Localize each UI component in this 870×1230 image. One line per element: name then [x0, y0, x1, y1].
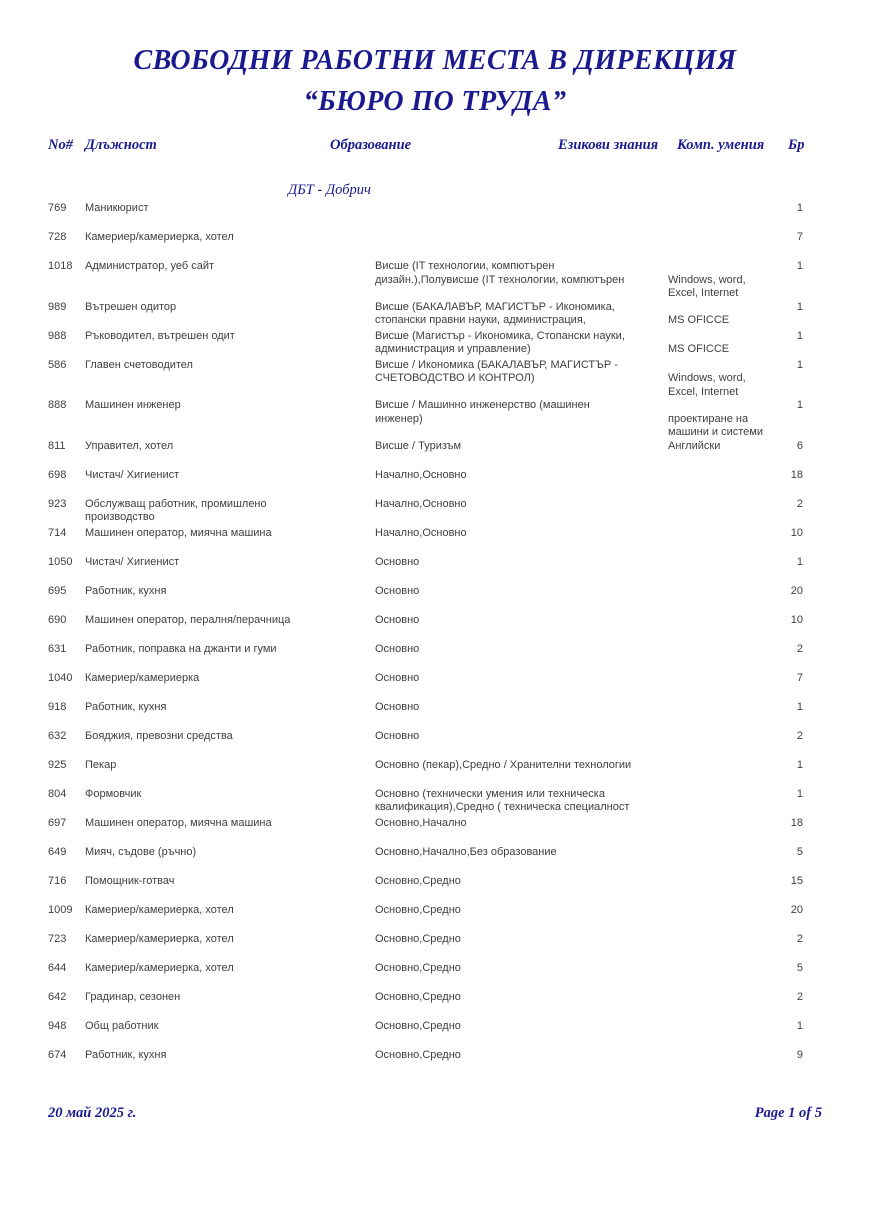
education-cell: [375, 991, 668, 1005]
table-row: [0, 904, 870, 933]
vacancy-count: 1: [796, 758, 803, 771]
vacancy-count: 18: [790, 816, 803, 829]
education-line: Основно: [375, 671, 420, 684]
row-number: 988: [48, 329, 67, 342]
computer-skill-line: Excel, Internet: [668, 385, 739, 398]
education-cell: [375, 875, 668, 889]
count-cell: [770, 469, 803, 483]
education-cell: [375, 1020, 668, 1034]
count-cell: [770, 330, 803, 344]
page-footer: [0, 1105, 870, 1122]
position-line: Камериер/камериерка: [85, 671, 200, 684]
row-number: 728: [48, 231, 67, 243]
skills-cell: [668, 399, 770, 440]
count-cell: [770, 846, 803, 860]
vacancy-count: 2: [796, 642, 803, 655]
education-cell: [375, 1049, 668, 1063]
count-cell: [770, 399, 803, 413]
education-line: Основно: [375, 555, 420, 568]
vacancy-count: 2: [796, 729, 803, 742]
position-line: Обслужващ работник, промишлено: [85, 497, 267, 510]
row-number: 714: [48, 526, 67, 539]
education-line: Висше / Икономика (БАКАЛАВЪР, МАГИСТЪР -: [375, 358, 618, 371]
row-number-cell: [48, 202, 85, 216]
row-number: 674: [48, 1048, 67, 1061]
vacancy-count: 10: [790, 613, 803, 626]
count-cell: [770, 759, 803, 773]
vacancy-count: 1: [796, 329, 803, 342]
education-cell: [375, 672, 668, 686]
row-number: 888: [48, 399, 67, 411]
computer-skill-line: Excel, Internet: [668, 287, 739, 299]
vacancy-count: 1: [796, 787, 803, 800]
count-cell: [770, 202, 803, 216]
education-line: Висше (БАКАЛАВЪР, МАГИСТЪР - Икономика,: [375, 300, 615, 313]
document-title: [0, 40, 870, 122]
computer-skill-line: машини и системи: [668, 426, 764, 438]
education-line: Основно,Средно: [375, 903, 461, 916]
education-line: Основно,Начално,Без образование: [375, 845, 557, 858]
education-line: Основно: [375, 584, 420, 597]
table-row: [0, 399, 870, 440]
education-cell: [375, 330, 668, 357]
education-line: Висше (IT технологии, компютърен: [375, 260, 555, 272]
row-number-cell: [48, 904, 85, 918]
vacancy-rows: [0, 202, 870, 1078]
row-number-cell: [48, 788, 85, 802]
education-cell: [375, 817, 668, 831]
row-number: 811: [48, 439, 66, 452]
position-line: Ръководител, вътрешен одит: [85, 329, 235, 342]
education-line: администрация и управление): [375, 343, 531, 355]
row-number: 649: [48, 845, 67, 858]
table-row: [0, 962, 870, 991]
table-row: [0, 991, 870, 1020]
position-cell: [85, 301, 375, 315]
education-line: Основно,Средно: [375, 1048, 461, 1061]
count-cell: [770, 643, 803, 657]
education-cell: [375, 469, 668, 483]
position-line: Бояджия, превозни средства: [85, 729, 233, 742]
table-row: [0, 1049, 870, 1078]
education-line: Основно,Средно: [375, 990, 461, 1003]
table-row: [0, 1020, 870, 1049]
row-number: 586: [48, 358, 67, 371]
vacancy-count: 18: [790, 468, 803, 481]
row-number-cell: [48, 875, 85, 889]
education-cell: [375, 440, 668, 454]
count-cell: [770, 260, 803, 274]
education-cell: [375, 614, 668, 628]
education-line: инженер): [375, 412, 423, 425]
count-cell: [770, 1049, 803, 1063]
row-number-cell: [48, 1049, 85, 1063]
row-number: 698: [48, 468, 67, 481]
position-cell: [85, 962, 375, 976]
row-number-cell: [48, 1020, 85, 1034]
vacancy-count: 2: [796, 497, 803, 510]
education-cell: [375, 301, 668, 328]
row-number-cell: [48, 301, 85, 315]
row-number-cell: [48, 846, 85, 860]
position-line: Работник, кухня: [85, 700, 167, 713]
education-line: Начално,Основно: [375, 497, 467, 510]
count-cell: [770, 498, 803, 512]
column-header-count: Бр: [788, 137, 805, 153]
skills-cell: [668, 440, 770, 454]
count-cell: [770, 614, 803, 628]
title-line-2: “БЮРО ПО ТРУДА”: [303, 86, 567, 117]
computer-skill-line: MS OFICCE: [668, 314, 730, 326]
education-line: Основно,Средно: [375, 1019, 461, 1032]
vacancy-count: 7: [796, 671, 803, 684]
column-header-position: Длъжност: [85, 137, 157, 153]
position-cell: [85, 330, 375, 344]
position-line: Формовчик: [85, 787, 142, 800]
language-skill-line: Английски: [668, 439, 721, 452]
footer-date: 20 май 2025 г.: [48, 1105, 137, 1121]
position-line: Машинен инженер: [85, 399, 181, 411]
row-number-cell: [48, 643, 85, 657]
position-cell: [85, 556, 375, 570]
position-line: Вътрешен одитор: [85, 300, 177, 313]
table-row: [0, 202, 870, 231]
education-line: Основно (технически умения или техническа: [375, 787, 605, 800]
education-cell: [375, 759, 668, 773]
row-number-cell: [48, 440, 85, 454]
education-cell: [375, 643, 668, 657]
table-row: [0, 817, 870, 846]
row-number: 631: [48, 642, 67, 655]
position-cell: [85, 1020, 375, 1034]
row-number-cell: [48, 469, 85, 483]
table-row: [0, 301, 870, 330]
vacancy-count: 1: [796, 555, 803, 568]
skills-cell: [668, 260, 770, 301]
position-line: Пекар: [85, 758, 117, 771]
position-line: Чистач/ Хигиенист: [85, 468, 180, 481]
education-cell: [375, 498, 668, 512]
position-cell: [85, 672, 375, 686]
column-header-languages: Езикови знания: [558, 137, 659, 153]
table-row: [0, 585, 870, 614]
table-header-row: [0, 137, 870, 157]
computer-skill-line: проектиране на: [668, 412, 749, 425]
vacancy-count: 5: [796, 845, 803, 858]
title-line-1: СВОБОДНИ РАБОТНИ МЕСТА В ДИРЕКЦИЯ: [133, 45, 737, 76]
position-line: Главен счетоводител: [85, 358, 193, 371]
position-line: Чистач/ Хигиенист: [85, 555, 180, 568]
count-cell: [770, 1020, 803, 1034]
table-row: [0, 498, 870, 527]
row-number: 697: [48, 816, 67, 829]
row-number: 769: [48, 202, 67, 214]
table-row: [0, 330, 870, 359]
vacancy-count: 1: [796, 1019, 803, 1032]
row-number-cell: [48, 817, 85, 831]
section-title: ДБТ - Добрич: [288, 182, 371, 198]
row-number-cell: [48, 614, 85, 628]
table-row: [0, 933, 870, 962]
position-cell: [85, 643, 375, 657]
education-line: стопански правни науки, администрация,: [375, 314, 586, 326]
count-cell: [770, 933, 803, 947]
education-line: Основно: [375, 700, 420, 713]
row-number-cell: [48, 672, 85, 686]
table-row: [0, 875, 870, 904]
computer-skill-line: Windows, word,: [668, 372, 746, 384]
vacancy-count: 6: [796, 439, 803, 452]
education-line: Основно,Средно: [375, 874, 461, 887]
vacancy-count: 1: [796, 260, 803, 272]
table-row: [0, 788, 870, 817]
education-cell: [375, 701, 668, 715]
row-number-cell: [48, 231, 85, 245]
table-row: [0, 527, 870, 556]
row-number-cell: [48, 962, 85, 976]
footer-page-number: Page 1 of 5: [754, 1105, 822, 1121]
education-line: Основно: [375, 729, 420, 742]
table-row: [0, 556, 870, 585]
row-number-cell: [48, 260, 85, 274]
row-number: 723: [48, 932, 67, 945]
position-line: Работник, кухня: [85, 584, 167, 597]
position-cell: [85, 527, 375, 541]
row-number-cell: [48, 933, 85, 947]
education-cell: [375, 527, 668, 541]
position-cell: [85, 585, 375, 599]
position-line: Помощник-готвач: [85, 874, 175, 887]
position-cell: [85, 614, 375, 628]
education-line: Висше / Туризъм: [375, 439, 462, 452]
skills-cell: [668, 301, 770, 328]
position-cell: [85, 498, 375, 525]
education-cell: [375, 933, 668, 947]
row-number-cell: [48, 991, 85, 1005]
position-line: Градинар, сезонен: [85, 990, 181, 1003]
education-cell: [375, 260, 668, 287]
position-cell: [85, 730, 375, 744]
position-line: Управител, хотел: [85, 439, 174, 452]
vacancy-count: 10: [790, 526, 803, 539]
education-cell: [375, 359, 668, 386]
education-line: Основно,Начално: [375, 816, 467, 829]
count-cell: [770, 359, 803, 373]
count-cell: [770, 231, 803, 245]
row-number: 1050: [48, 555, 73, 568]
position-cell: [85, 759, 375, 773]
row-number: 642: [48, 990, 67, 1003]
count-cell: [770, 556, 803, 570]
position-line: Машинен оператор, пералня/перачница: [85, 613, 291, 626]
column-header-education: Образование: [330, 137, 412, 153]
education-line: квалификация),Средно ( техническа специалност: [375, 801, 630, 813]
education-line: Основно,Средно: [375, 961, 461, 974]
table-row: [0, 359, 870, 400]
row-number: 644: [48, 961, 67, 974]
count-cell: [770, 788, 803, 802]
skills-cell: [668, 330, 770, 357]
position-line: Общ работник: [85, 1019, 159, 1032]
position-cell: [85, 440, 375, 454]
table-row: [0, 643, 870, 672]
row-number: 804: [48, 787, 67, 800]
education-line: СЧЕТОВОДСТВО И КОНТРОЛ): [375, 372, 535, 384]
position-line: Камериер/камериерка, хотел: [85, 903, 234, 916]
position-cell: [85, 359, 375, 373]
education-cell: [375, 846, 668, 860]
row-number-cell: [48, 585, 85, 599]
count-cell: [770, 672, 803, 686]
table-row: [0, 759, 870, 788]
education-line: Основно (пекар),Средно / Хранителни технологии: [375, 758, 632, 771]
table-row: [0, 260, 870, 301]
count-cell: [770, 701, 803, 715]
vacancy-count: 20: [790, 903, 803, 916]
position-line: Машинен оператор, миячна машина: [85, 526, 272, 539]
position-line: Камериер/камериерка, хотел: [85, 932, 234, 945]
position-cell: [85, 399, 375, 413]
vacancy-count: 1: [796, 700, 803, 713]
table-row: [0, 469, 870, 498]
position-line: Администратор, уеб сайт: [85, 260, 215, 272]
row-number: 690: [48, 613, 67, 626]
row-number-cell: [48, 330, 85, 344]
education-line: Висше (Магистър - Икономика, Стопански науки,: [375, 329, 625, 342]
position-cell: [85, 875, 375, 889]
count-cell: [770, 817, 803, 831]
education-cell: [375, 904, 668, 918]
computer-skill-line: Windows, word,: [668, 273, 746, 286]
count-cell: [770, 527, 803, 541]
vacancy-count: 9: [796, 1048, 803, 1061]
education-line: Основно: [375, 613, 420, 626]
row-number-cell: [48, 359, 85, 373]
position-cell: [85, 231, 375, 245]
education-line: Начално,Основно: [375, 468, 467, 481]
table-row: [0, 672, 870, 701]
education-cell: [375, 962, 668, 976]
row-number: 989: [48, 300, 67, 313]
vacancy-count: 20: [790, 584, 803, 597]
row-number: 1009: [48, 903, 73, 916]
count-cell: [770, 440, 803, 454]
vacancy-count: 1: [796, 202, 803, 214]
education-line: Основно: [375, 642, 420, 655]
row-number: 923: [48, 497, 67, 510]
vacancy-count: 7: [796, 231, 803, 243]
row-number-cell: [48, 527, 85, 541]
row-number: 918: [48, 700, 67, 713]
education-cell: [375, 730, 668, 744]
education-line: Основно,Средно: [375, 932, 461, 945]
vacancy-count: 2: [796, 932, 803, 945]
position-line: производство: [85, 511, 155, 523]
row-number: 1040: [48, 671, 73, 684]
table-row: [0, 730, 870, 759]
computer-skill-line: MS OFICCE: [668, 343, 730, 355]
position-line: Мияч, съдове (ръчно): [85, 845, 197, 858]
count-cell: [770, 585, 803, 599]
education-line: дизайн.),Полувисше (IT технологии, компютърен: [375, 273, 625, 286]
row-number: 925: [48, 758, 67, 771]
table-row: [0, 614, 870, 643]
position-line: Работник, кухня: [85, 1048, 167, 1061]
education-cell: [375, 788, 668, 815]
row-number: 695: [48, 584, 67, 597]
row-number: 948: [48, 1019, 67, 1032]
education-cell: [375, 556, 668, 570]
vacancy-count: 1: [796, 399, 803, 411]
column-header-computer: Комп. умения: [677, 137, 765, 153]
table-row: [0, 440, 870, 469]
position-cell: [85, 817, 375, 831]
position-cell: [85, 701, 375, 715]
position-cell: [85, 904, 375, 918]
position-line: Камериер/камериерка, хотел: [85, 231, 234, 243]
row-number: 716: [48, 874, 67, 887]
position-line: Машинен оператор, миячна машина: [85, 816, 272, 829]
position-cell: [85, 933, 375, 947]
education-line: Начално,Основно: [375, 526, 467, 539]
table-row: [0, 846, 870, 875]
row-number: 632: [48, 729, 67, 742]
position-cell: [85, 788, 375, 802]
position-cell: [85, 260, 375, 274]
vacancy-count: 5: [796, 961, 803, 974]
count-cell: [770, 875, 803, 889]
position-line: Работник, поправка на джанти и гуми: [85, 642, 277, 655]
row-number-cell: [48, 701, 85, 715]
vacancy-count: 1: [796, 358, 803, 371]
education-line: Висше / Машинно инженерство (машинен: [375, 399, 590, 411]
position-cell: [85, 846, 375, 860]
count-cell: [770, 962, 803, 976]
vacancy-count: 2: [796, 990, 803, 1003]
position-cell: [85, 1049, 375, 1063]
table-row: [0, 701, 870, 730]
education-cell: [375, 399, 668, 426]
table-row: [0, 231, 870, 260]
row-number-cell: [48, 759, 85, 773]
count-cell: [770, 904, 803, 918]
row-number-cell: [48, 498, 85, 512]
row-number-cell: [48, 399, 85, 413]
count-cell: [770, 301, 803, 315]
column-header-no: No#: [48, 137, 73, 153]
position-cell: [85, 469, 375, 483]
skills-cell: [668, 359, 770, 400]
education-cell: [375, 585, 668, 599]
position-cell: [85, 202, 375, 216]
row-number-cell: [48, 730, 85, 744]
count-cell: [770, 991, 803, 1005]
count-cell: [770, 730, 803, 744]
position-line: Маникюрист: [85, 202, 149, 214]
position-cell: [85, 991, 375, 1005]
position-line: Камериер/камериерка, хотел: [85, 961, 234, 974]
vacancy-count: 1: [796, 300, 803, 313]
row-number-cell: [48, 556, 85, 570]
row-number: 1018: [48, 260, 73, 272]
vacancy-count: 15: [790, 874, 803, 887]
